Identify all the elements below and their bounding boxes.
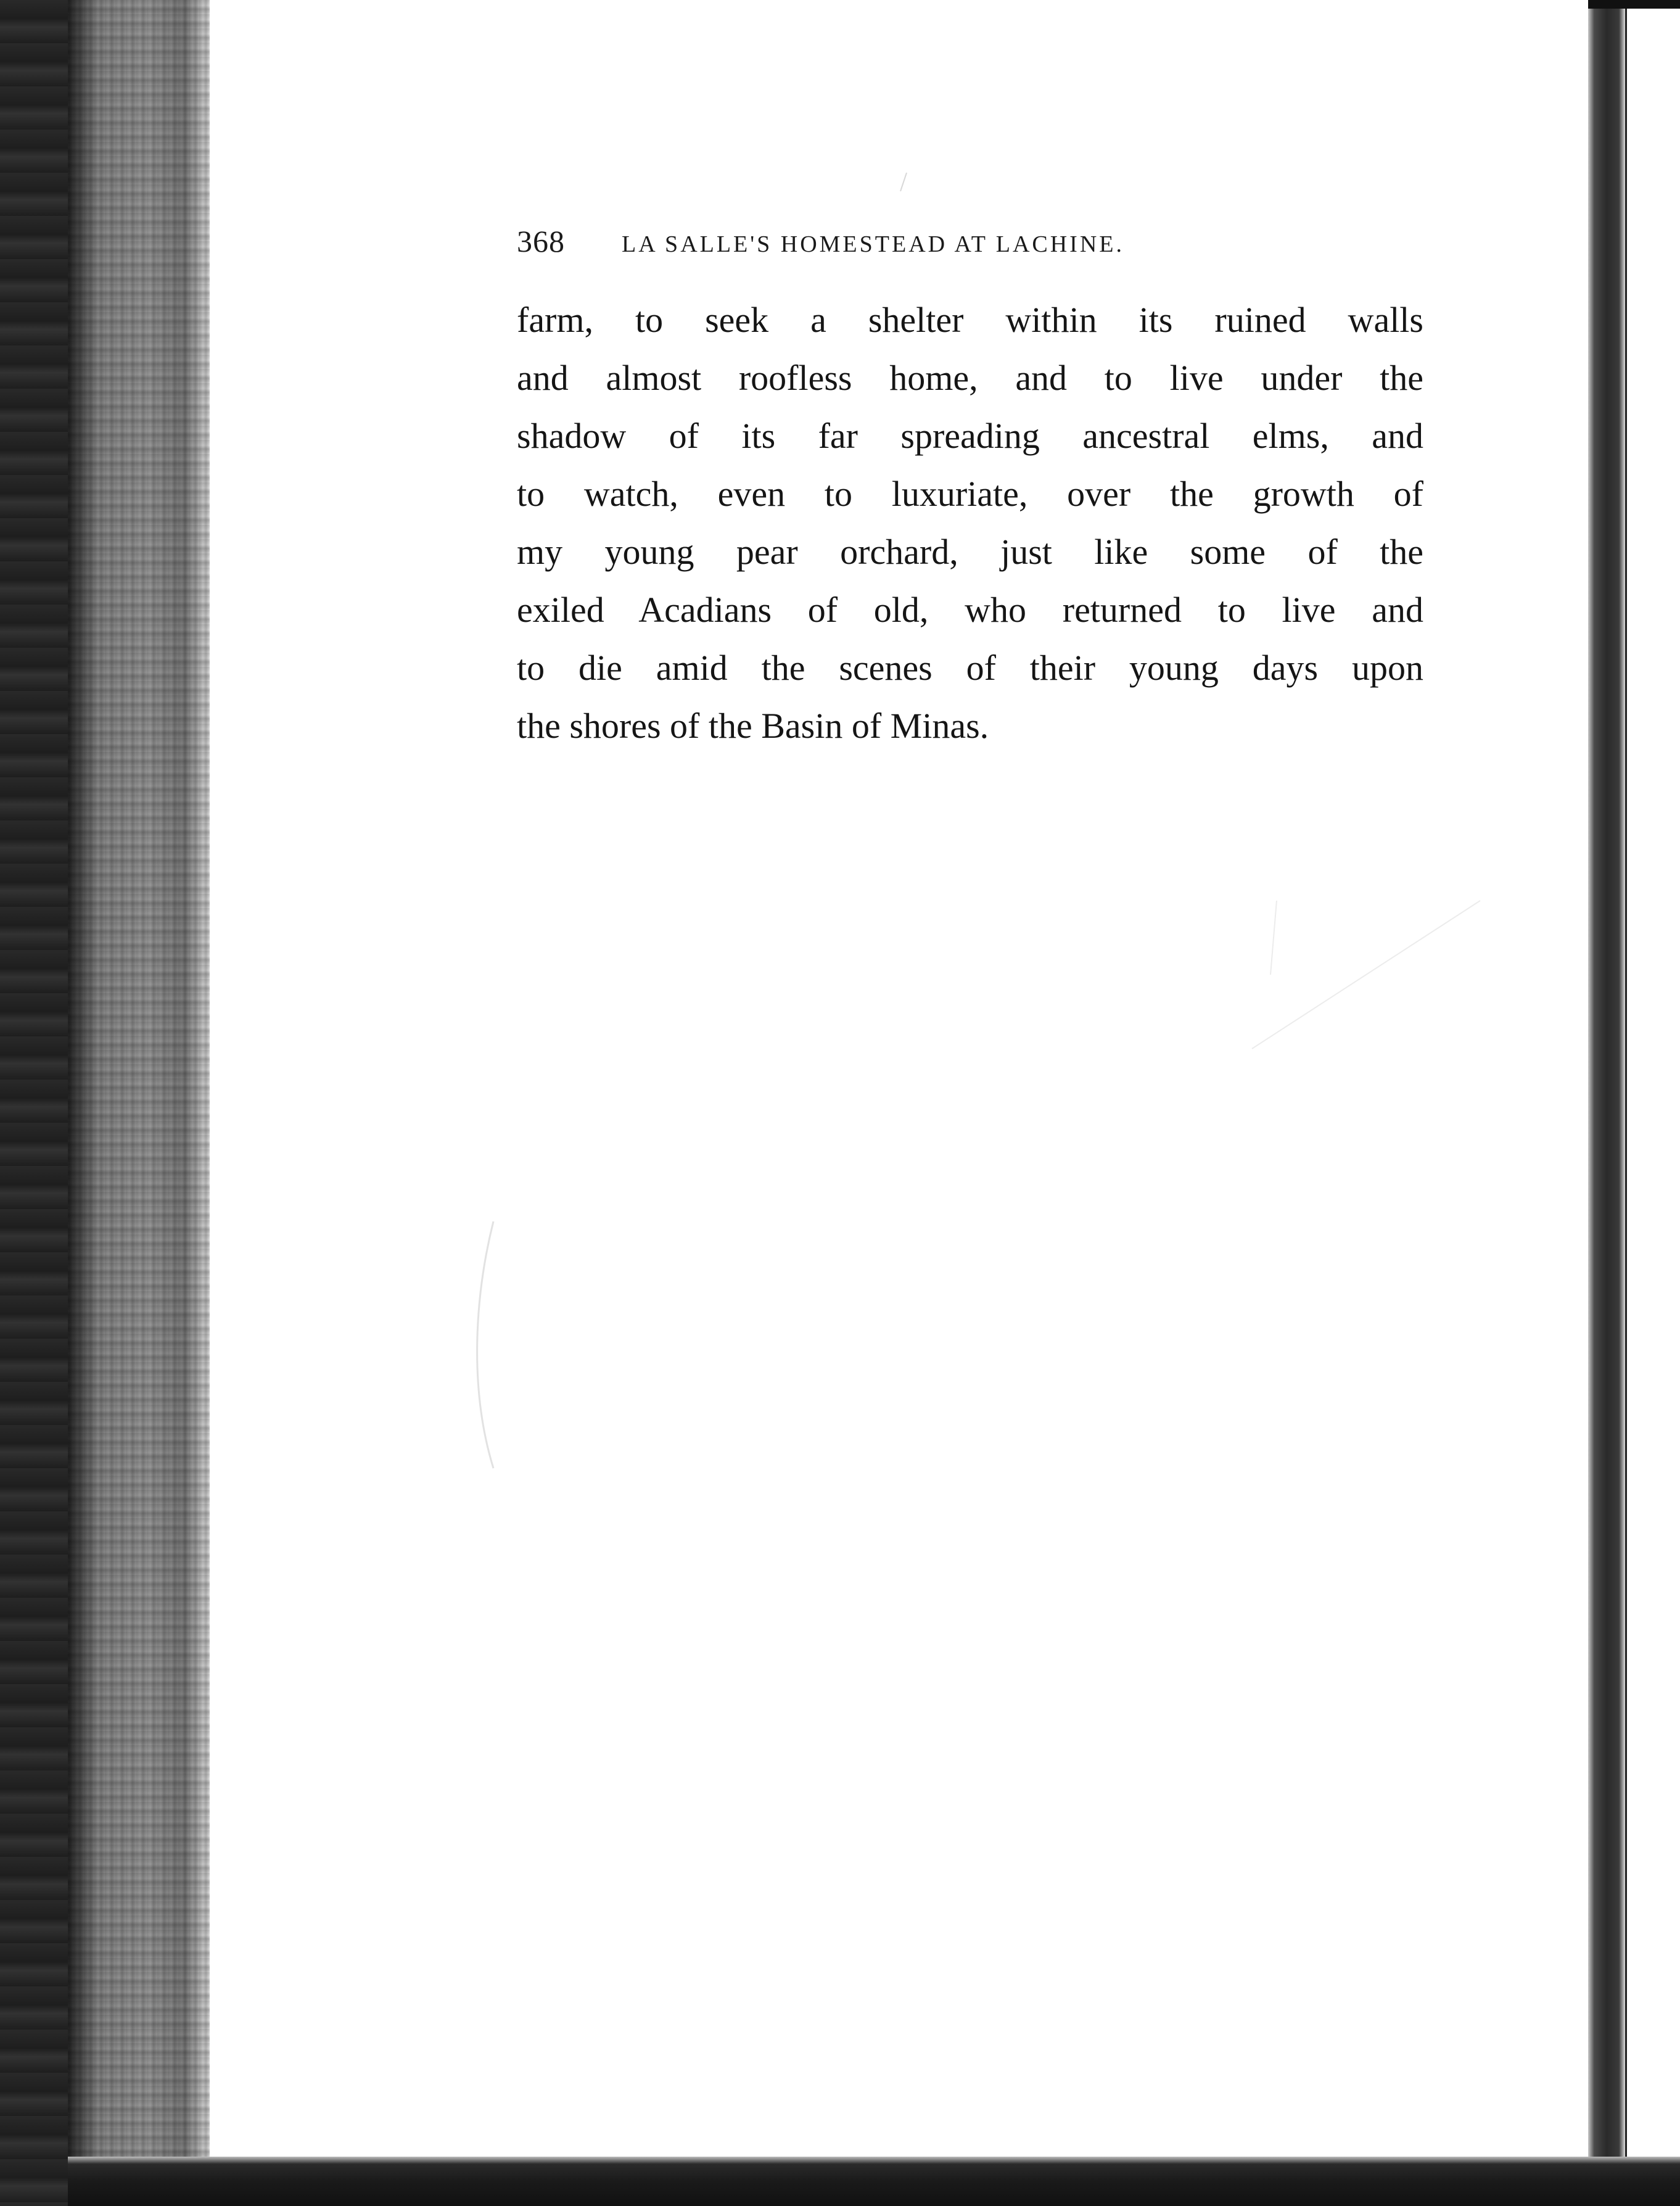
text-line: shadow of its far spreading ancestral elms, and [517, 416, 1423, 456]
text-line: to watch, even to luxuriate, over the growth of [517, 474, 1423, 514]
running-head [517, 223, 1307, 266]
text-line: exiled Acadians of old, who returned to live and [517, 590, 1423, 630]
text-line: my young pear orchard, just like some of the [517, 532, 1423, 572]
page-number: 368 [517, 224, 565, 258]
body-paragraph [517, 291, 1423, 755]
text-line: the shores of the Basin of Minas. [517, 706, 989, 746]
running-title: LA SALLE'S HOMESTEAD AT LACHINE. [622, 231, 1124, 257]
text-line: and almost roofless home, and to live under the [517, 358, 1423, 398]
text-line: farm, to seek a shelter within its ruined walls [517, 300, 1423, 340]
text-line: to die amid the scenes of their young days upon [517, 648, 1423, 688]
